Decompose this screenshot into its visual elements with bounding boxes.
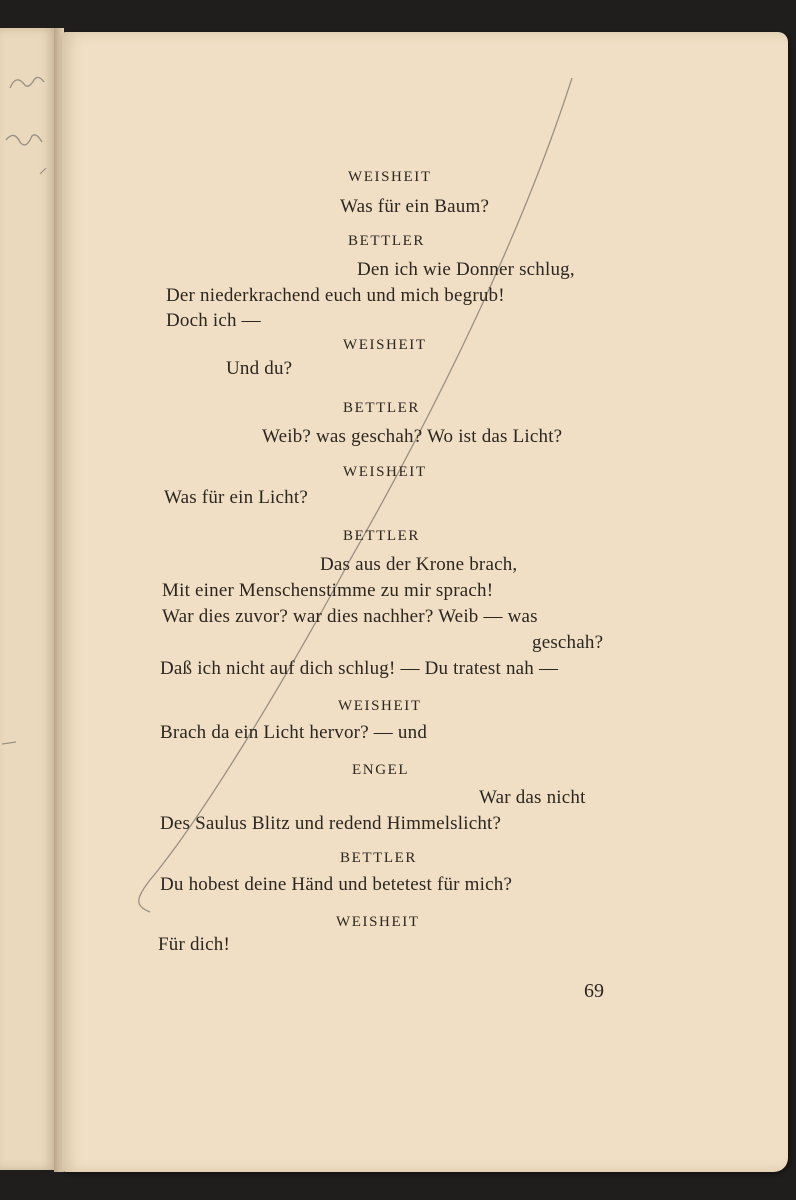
verse-line: War das nicht <box>479 787 586 808</box>
verse-line: Daß ich nicht auf dich schlug! — Du tratest nah — <box>160 658 559 679</box>
speaker-bettler: BETTLER <box>343 528 421 544</box>
verse-line: Du hobest deine Händ und betetest für mich? <box>160 874 513 895</box>
verse-line: Für dich! <box>158 934 230 955</box>
speaker-weisheit: WEISHEIT <box>343 464 427 480</box>
speaker-engel: ENGEL <box>352 762 410 778</box>
verse-line: Brach da ein Licht hervor? — und <box>160 722 428 743</box>
verse-line: Der niederkrachend euch und mich begrub! <box>166 285 505 306</box>
verse-line: Den ich wie Donner schlug, <box>357 259 575 280</box>
speaker-weisheit: WEISHEIT <box>348 169 432 185</box>
page-number: 69 <box>584 980 604 1002</box>
handwritten-pencil-notes <box>0 28 56 788</box>
speaker-weisheit: WEISHEIT <box>336 914 420 930</box>
verse-line: Was für ein Baum? <box>340 196 490 217</box>
left-page-edge <box>0 28 56 1170</box>
speaker-bettler: BETTLER <box>340 850 418 866</box>
verse-line: Weib? was geschah? Wo ist das Licht? <box>262 426 563 447</box>
verse-line: geschah? <box>532 632 604 653</box>
verse-line: Und du? <box>226 358 293 379</box>
verse-line: Mit einer Menschenstimme zu mir sprach! <box>162 580 494 601</box>
verse-line: Doch ich — <box>166 310 261 331</box>
speaker-bettler: BETTLER <box>343 400 421 416</box>
speaker-weisheit: WEISHEIT <box>343 337 427 353</box>
verse-line: Des Saulus Blitz und redend Himmelslicht? <box>160 813 502 834</box>
speaker-weisheit: WEISHEIT <box>338 698 422 714</box>
verse-line: War dies zuvor? war dies nachher? Weib — was <box>162 606 538 627</box>
speaker-bettler: BETTLER <box>348 233 426 249</box>
verse-line: Was für ein Licht? <box>164 487 308 508</box>
verse-line: Das aus der Krone brach, <box>320 554 518 575</box>
